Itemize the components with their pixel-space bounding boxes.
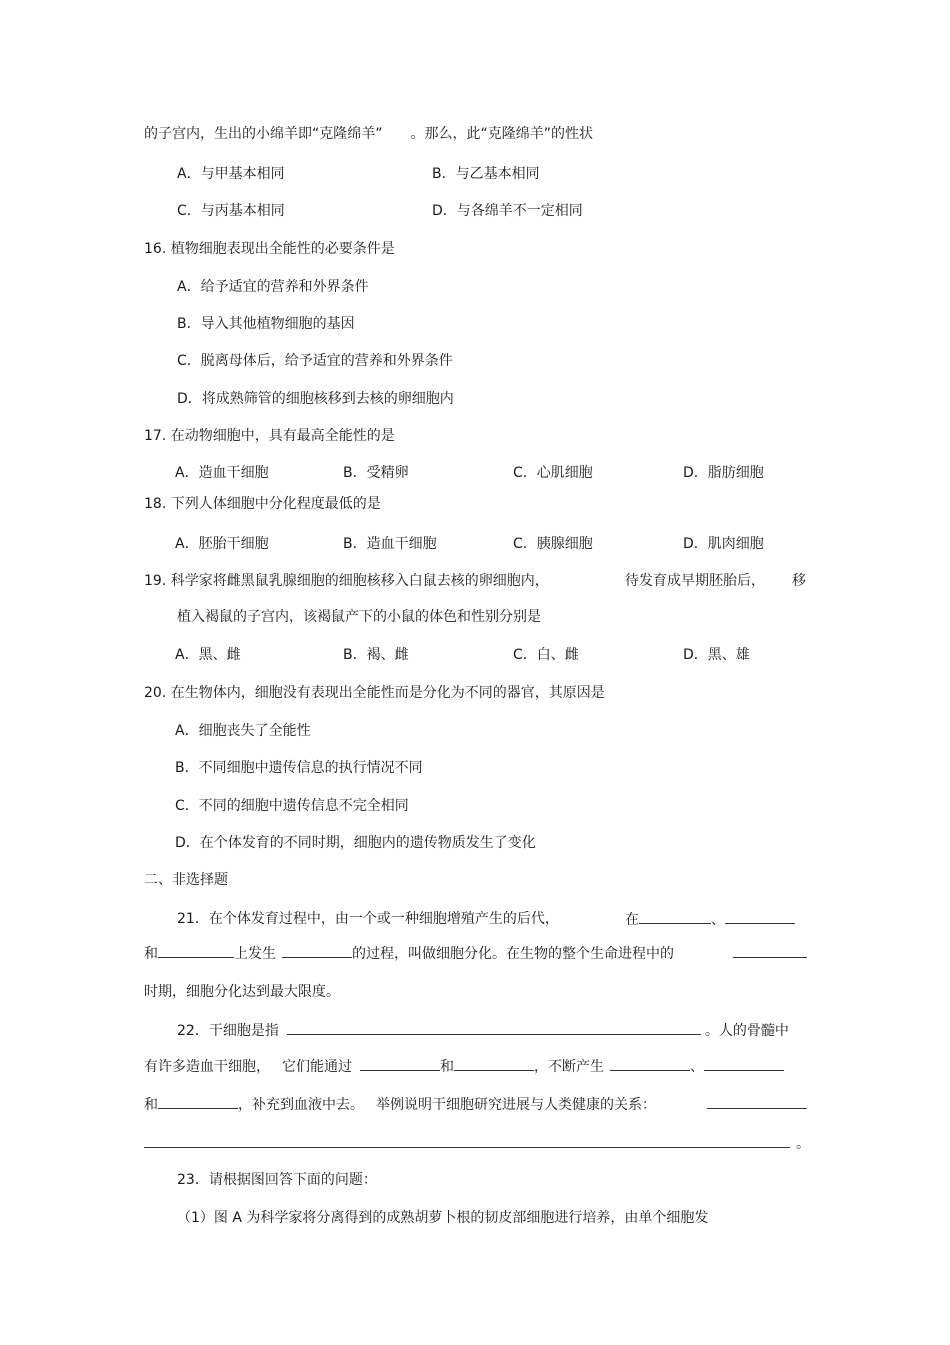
q21-text-2: 在: [625, 912, 639, 928]
q22-line3: [144, 1094, 656, 1115]
q22-blank-3[interactable]: [454, 1056, 534, 1071]
q22-text-10: 举例说明干细胞研究进展与人类健康的关系：: [376, 1097, 656, 1113]
q21-text-4: 上发生: [234, 946, 276, 962]
q22-blank-5[interactable]: [704, 1056, 784, 1071]
q21-blank-2[interactable]: [725, 909, 795, 924]
q17-stem: 17. 在动物细胞中，具有最高全能性的是: [144, 428, 395, 444]
q16-option-a: A．给予适宜的营养和外界条件: [177, 279, 369, 295]
q22-text-8: 和: [144, 1097, 158, 1113]
q15-option-a: A．与甲基本相同: [177, 166, 285, 182]
q23-part1: （1）图 A 为科学家将分离得到的成熟胡萝卜根的韧皮部细胞进行培养，由单个细胞发: [177, 1210, 709, 1226]
q18-option-c: C．胰腺细胞: [513, 536, 593, 552]
q20-option-a: A．细胞丧失了全能性: [175, 723, 311, 739]
q22-text-1: 22．干细胞是指: [177, 1023, 279, 1039]
q22-text-6: ，不断产生: [534, 1059, 604, 1075]
q22-text-11: 。: [796, 1136, 810, 1152]
q15-option-d: D．与各绵羊不一定相同: [432, 203, 583, 219]
q17-option-d: D．脂肪细胞: [683, 465, 764, 481]
q22-text-5: 和: [440, 1059, 454, 1075]
q22-line4: [144, 1133, 810, 1154]
q17-option-b: B．受精卵: [343, 465, 409, 481]
q19-stem-line2: 植入褐鼠的子宫内，该褐鼠产下的小鼠的体色和性别分别是: [177, 609, 541, 625]
q18-stem: 18. 下列人体细胞中分化程度最低的是: [144, 496, 381, 512]
q21-blank-3[interactable]: [158, 943, 234, 958]
q20-option-c: C．不同的细胞中遗传信息不完全相同: [175, 798, 409, 814]
q21-line3: 时期，细胞分化达到最大限度。: [144, 984, 340, 1000]
q22-text-4: 它们能通过: [282, 1059, 352, 1075]
q19-stem-line1: 19. 科学家将雌黑鼠乳腺细胞的细胞核移入白鼠去核的卵细胞内，: [144, 573, 549, 589]
q16-option-b: B．导入其他植物细胞的基因: [177, 316, 355, 332]
q22-line3-tail: [707, 1094, 807, 1115]
q22-blank-8[interactable]: [144, 1133, 790, 1148]
section-heading: 二、非选择题: [144, 872, 228, 888]
q22-blank-6[interactable]: [158, 1094, 238, 1109]
q22-line2: [144, 1056, 784, 1077]
q21-text-3: 和: [144, 946, 158, 962]
q21-blank-5[interactable]: [733, 943, 807, 958]
q18-option-b: B．造血干细胞: [343, 536, 437, 552]
q22-text-2: 。人的骨髓中: [704, 1023, 789, 1039]
q17-option-a: A．造血干细胞: [175, 465, 269, 481]
q22-blank-2[interactable]: [360, 1056, 440, 1071]
q19-option-a: A．黑、雌: [175, 647, 241, 663]
q15-option-b: B．与乙基本相同: [432, 166, 540, 182]
q23-stem: 23．请根据图回答下面的问题：: [177, 1172, 377, 1188]
q15-text-2: 。那么，此“克隆绵羊”的性状: [410, 126, 594, 142]
q21-line2-tail: [733, 943, 807, 964]
q22-line1: [177, 1020, 789, 1041]
q21-line1: [177, 909, 559, 929]
q21-sep: 、: [711, 912, 725, 928]
q16-stem: 16. 植物细胞表现出全能性的必要条件是: [144, 241, 395, 257]
q21-line2: [144, 943, 674, 964]
q22-text-9: ，补充到血液中去。: [238, 1097, 364, 1113]
q19-option-b: B．褐、雌: [343, 647, 409, 663]
q22-blank-1[interactable]: [287, 1020, 701, 1035]
q15-option-c: C．与丙基本相同: [177, 203, 285, 219]
q21-text-1: 21．在个体发育过程中，由一个或一种细胞增殖产生的后代，: [177, 911, 559, 927]
q21-text-5: 的过程，叫做细胞分化。在生物的整个生命进程中的: [352, 946, 674, 962]
q18-option-a: A．胚胎干细胞: [175, 536, 269, 552]
q20-option-b: B．不同细胞中遗传信息的执行情况不同: [175, 760, 423, 776]
q15-stem-continuation: [144, 124, 593, 144]
q16-option-c: C．脱离母体后，给予适宜的营养和外界条件: [177, 353, 453, 369]
q22-text-3: 有许多造血干细胞，: [144, 1059, 270, 1075]
q22-text-7: 、: [690, 1059, 704, 1075]
q18-option-d: D．肌肉细胞: [683, 536, 764, 552]
q22-blank-7[interactable]: [707, 1094, 807, 1109]
q20-stem: 20. 在生物体内，细胞没有表现出全能性而是分化为不同的器官，其原因是: [144, 685, 605, 701]
q16-option-d: D．将成熟筛管的细胞核移到去核的卵细胞内: [177, 391, 454, 407]
q19-option-d: D．黑、雄: [683, 647, 750, 663]
q19-stem-line1-c: 移: [792, 573, 806, 589]
q15-text-1: 的子宫内，生出的小绵羊即“克隆绵羊”: [144, 126, 383, 142]
q17-option-c: C．心肌细胞: [513, 465, 593, 481]
q19-option-c: C．白、雌: [513, 647, 579, 663]
q21-line1-b: [625, 909, 795, 930]
q22-blank-4[interactable]: [610, 1056, 690, 1071]
q21-blank-1[interactable]: [639, 909, 711, 924]
q21-blank-4[interactable]: [282, 943, 352, 958]
q19-stem-line1-b: 待发育成早期胚胎后，: [625, 573, 765, 589]
q20-option-d: D．在个体发育的不同时期，细胞内的遗传物质发生了变化: [175, 835, 536, 851]
